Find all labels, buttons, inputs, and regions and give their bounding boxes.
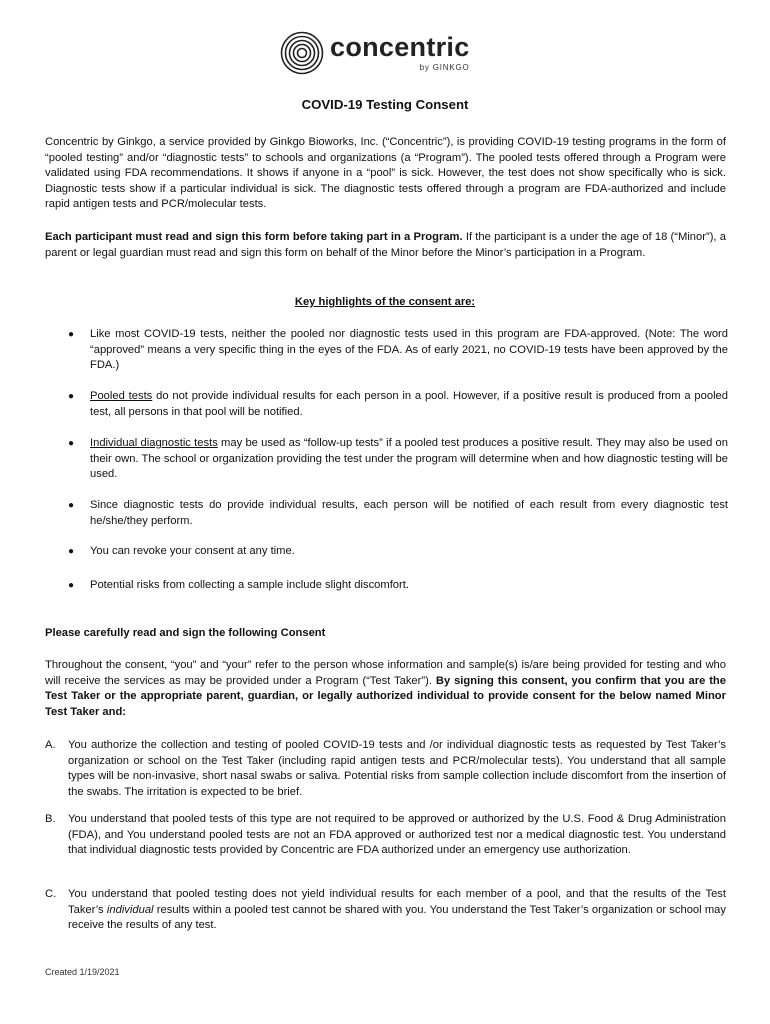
bullet-text: [90, 436, 728, 483]
highlights-heading: Key highlights of the consent are:: [294, 296, 476, 308]
bullet-text-rest: do not provide individual results for each person in a pool. However, if a positive result is produced from a pooled test, all persons in that pool will be notified.: [90, 390, 728, 418]
bullet-text: [90, 389, 728, 420]
item-text: [68, 887, 726, 934]
participant-bold-text: Each participant must read and sign this form before taking part in a Program.: [45, 231, 463, 243]
item-text-emphasis: individual: [106, 903, 154, 916]
bullet-icon: ●: [68, 500, 75, 511]
item-letter: A.: [45, 739, 56, 751]
consent-item-b: [45, 812, 726, 859]
bullet-icon: ●: [68, 391, 75, 402]
throughout-paragraph: [45, 658, 726, 720]
item-letter: B.: [45, 813, 56, 825]
bullet-text: Potential risks from collecting a sample include slight discomfort.: [90, 579, 409, 591]
item-text: You authorize the collection and testing of pooled COVID-19 tests and /or individual diagnostic tests as requested by Test Taker’s organization or school on the Test Taker (including rapid antigen tests and PCR/molecular tests). You understand that all sample types will be non-invasive, short nasal swabs or saliva. Potential risks from sample collection include discomfort from the insertion of the swabs. The irritation is expected to be brief.: [68, 739, 726, 798]
bullet-text: Since diagnostic tests do provide individual results, each person will be notified of each result from every diagnostic test he/she/they perform.: [90, 499, 728, 527]
participant-text: If the participant is a under the age of 18 (“Minor”), a parent or legal guardian must read and sign this form on behalf of the Minor before the Minor’s participation in a Program.: [45, 231, 726, 259]
bullet-icon: ●: [68, 580, 75, 591]
item-text: You understand that pooled tests of this type are not required to be approved or authorized by the U.S. Food & Drug Administration (FDA), and You understand pooled tests are not an FDA approved or authorized test nor a medical diagnostic test. You understand that individual diagnostic tests provided by Concentric are FDA authorized under an emergency use authorization.: [68, 813, 726, 857]
item-text-post: results within a pooled test cannot be shared with you. You understand the Test Taker’s organization or school may receive the results of any test.: [68, 903, 726, 932]
intro-paragraph: Concentric by Ginkgo, a service provided by Ginkgo Bioworks, Inc. (“Concentric”), is providing COVID-19 testing programs in the form of “pooled testing” and/or “diagnostic tests” to schools and organizations (a “Program”). The pooled tests offered through a Program were validated using FDA recommendations. It shows if anyone in a “pool” is sick. However, the test does not show specifically who is sick. Diagnostic tests show if a particular individual is sick. The diagnostic tests offered through a program are FDA-authorized and include rapid antigen tests and PCR/molecular tests.: [45, 136, 726, 211]
list-item: [68, 578, 728, 594]
concentric-logo: [280, 28, 470, 78]
diagnostic-tests-term: Individual diagnostic tests: [90, 437, 218, 449]
concentric-rings-icon: [280, 31, 324, 75]
bullet-icon: ●: [68, 546, 75, 557]
list-item: [68, 544, 728, 560]
bullet-icon: ●: [68, 438, 75, 449]
bullet-text-rest: may be used as “follow-up tests” if a pooled test produces a positive result. They may also be used on their own. The school or organization providing the test under the program will determine when and how diagnostic testing will be used.: [90, 437, 728, 481]
item-text-pre: You understand that pooled testing does not yield individual results for each member of a pool, and that the results of the Test Taker’s: [68, 888, 726, 916]
consent-item-a: [45, 738, 726, 800]
list-item: [68, 327, 728, 374]
consent-heading: Please carefully read and sign the following Consent: [45, 627, 326, 639]
logo-byline: by GINKGO: [419, 63, 470, 72]
bullet-text: You can revoke your consent at any time.: [90, 545, 295, 557]
list-item: [68, 436, 728, 483]
throughout-text: Throughout the consent, “you” and “your” refer to the person whose information and sample(s) is/are being provided for testing and who will receive the services as may be provided under a Program (“Test Taker”).: [45, 659, 726, 687]
item-letter: C.: [45, 888, 57, 900]
participant-paragraph: [45, 230, 726, 261]
throughout-bold-text: By signing this consent, you confirm that you are the Test Taker or the appropriate parent, guardian, or legally authorized individual to provide consent for the below named Minor Test Taker and:: [45, 674, 726, 718]
logo-wordmark: concentric: [330, 32, 470, 62]
consent-item-c: [45, 887, 726, 934]
list-item: [68, 498, 728, 529]
page-title: COVID-19 Testing Consent: [301, 97, 469, 112]
pooled-tests-term: Pooled tests: [90, 390, 153, 402]
bullet-icon: ●: [68, 329, 75, 340]
created-date: Created 1/19/2021: [45, 967, 120, 977]
bullet-text: Like most COVID-19 tests, neither the pooled nor diagnostic tests used in this program are FDA-approved. (Note: The word “approved” means a very specific thing in the eyes of the FDA. As of early 2021, no COVID-19 tests have been approved by the FDA.): [90, 328, 728, 372]
list-item: [68, 389, 728, 420]
